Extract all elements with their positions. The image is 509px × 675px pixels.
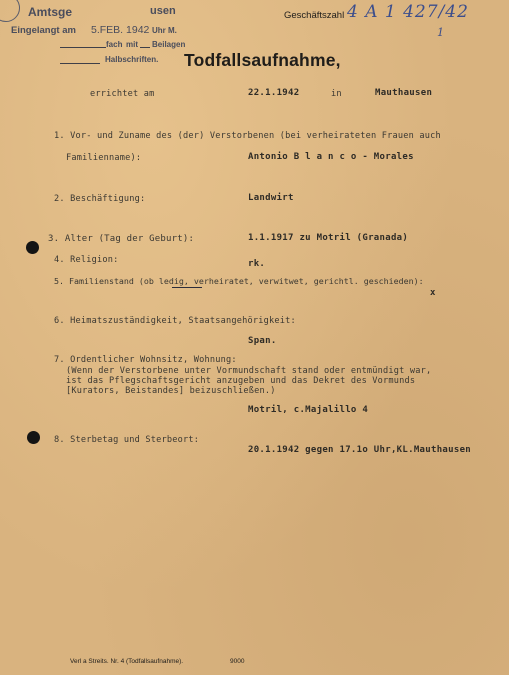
item-8-label: 8. Sterbetag und Sterbeort: xyxy=(54,435,200,445)
punch-hole xyxy=(27,431,40,444)
item-4-value: rk. xyxy=(248,259,266,269)
item-3-label: 3. Alter (Tag der Geburt): xyxy=(48,234,195,244)
item-2-value: Landwirt xyxy=(248,193,294,203)
stamp-received-date: 5.FEB. 1942 xyxy=(91,24,150,36)
item-6-value: Span. xyxy=(248,336,277,346)
item-8-value: 20.1.1942 gegen 17.1o Uhr,KL.Mauthausen xyxy=(248,445,472,455)
stamp-fach: fach xyxy=(106,40,123,49)
stamp-received-label: Eingelangt am xyxy=(11,25,76,36)
stamp-line xyxy=(60,63,100,64)
punch-hole xyxy=(26,241,39,254)
established-label: errichtet am xyxy=(90,89,155,99)
item-5-label: 5. Familienstand (ob ledig, verheiratet, verwitwet, gerichtl. geschieden): xyxy=(54,276,424,286)
form-reference: Verl a Streits. Nr. 4 (Todfallsaufnahme). xyxy=(70,658,184,665)
item-2-label: 2. Beschäftigung: xyxy=(54,194,146,204)
stamp-seal-icon xyxy=(0,0,20,22)
established-in: in xyxy=(331,89,342,99)
stamp-mit: mit xyxy=(126,40,138,49)
item-5-mark: x xyxy=(430,288,436,298)
stamp-line xyxy=(140,47,150,48)
item-1-value: Antonio B l a n c o - Morales xyxy=(248,152,414,162)
ledig-underline xyxy=(172,287,202,288)
established-place: Mauthausen xyxy=(375,88,433,98)
stamp-beilagen: Beilagen xyxy=(152,40,186,49)
item-7-note-2: ist das Pflegschaftsgericht anzugeben und das Dekret des Vormunds xyxy=(66,376,416,386)
print-code: 9000 xyxy=(230,658,245,665)
item-7-value: Motril, c.Majalillo 4 xyxy=(248,405,369,415)
stamp-court-name-end: usen xyxy=(150,5,176,17)
item-1-label-cont: Familienname): xyxy=(66,153,142,163)
page-title: Todfallsaufnahme, xyxy=(184,50,341,70)
item-7-note-1: (Wenn der Verstorbene unter Vormundschaft stand oder entmündigt war, xyxy=(66,366,432,376)
item-6-label: 6. Heimatszuständigkeit, Staatsangehörigkeit: xyxy=(54,316,296,326)
court-stamp xyxy=(0,0,200,70)
established-date: 22.1.1942 xyxy=(248,88,300,98)
item-7-label: 7. Ordentlicher Wohnsitz, Wohnung: xyxy=(54,355,237,365)
file-number-value: 4 A 1 427/42 xyxy=(347,2,469,22)
item-7-note-3: [Kurators, Beistandes] beizuschließen.) xyxy=(66,386,276,396)
stamp-halbschriften: Halbschriften. xyxy=(105,55,159,64)
file-number-label: Geschäftszahl xyxy=(284,10,345,21)
item-3-value: 1.1.1917 zu Motril (Granada) xyxy=(248,233,409,243)
item-1-label: 1. Vor- und Zuname des (der) Verstorbenen (bei verheirateten Frauen auch xyxy=(54,131,441,141)
stamp-court-name: Amtsge xyxy=(28,5,73,19)
item-4-label: 4. Religion: xyxy=(54,255,119,265)
stamp-line xyxy=(60,47,106,48)
page-mark: 1 xyxy=(437,26,444,39)
stamp-received-tail: Uhr M. xyxy=(152,26,177,35)
